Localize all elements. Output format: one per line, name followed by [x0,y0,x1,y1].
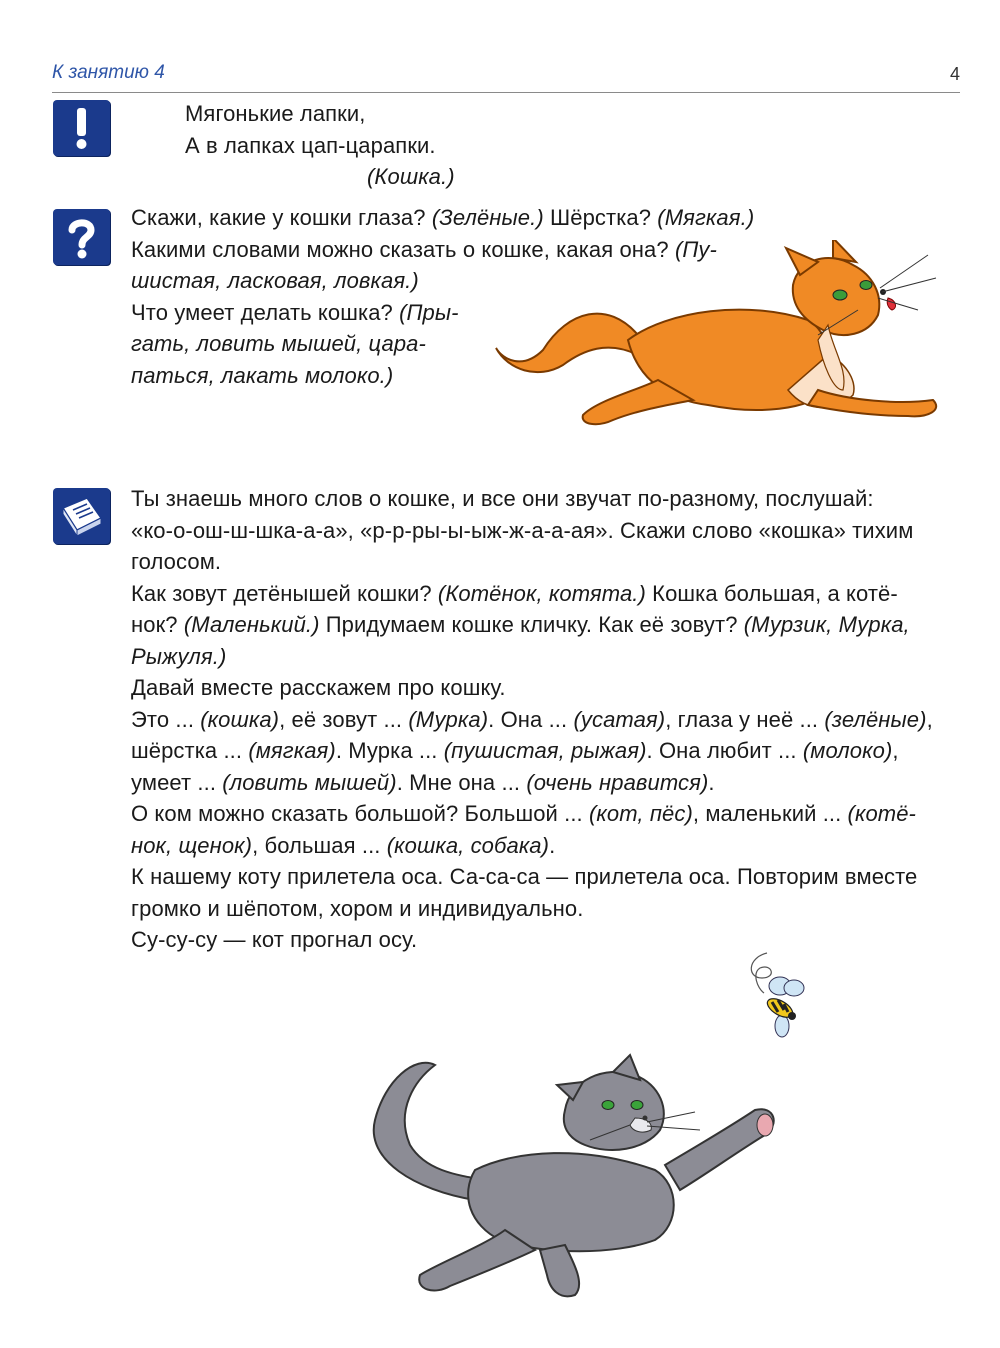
text-line: «ко-о-ош-ш-шка-а-а», «р-р-ры-ы-ыж-ж-а-а-ая». Скажи слово «кошка» тихим [131,517,914,543]
text-line: Какими словами можно сказать о кошке, какая она? (Пу- [131,236,717,262]
text-line: паться, лакать молоко.) [131,362,394,388]
main-text-block [131,483,961,956]
text-line: Су-су-су — кот прогнал осу. [131,927,418,952]
riddle-answer: (Кошка.) [367,164,455,189]
text-line: Рыжуля.) [131,643,227,669]
text-line: Скажи, какие у кошки глаза? (Зелёные.) Шёрстка? (Мягкая.) [131,205,755,230]
text-line: Что умеет делать кошка? (Пры- [131,299,459,325]
page-number: 4 [949,64,960,84]
gray-cat-illustration [335,1050,795,1305]
text-line: шистая, ласковая, ловкая.) [131,268,419,293]
text-line: шёрстка ... (мягкая). Мурка ... (пушистая, рыжая). Она любит ... (молоко), [131,738,899,763]
text-line: Это ... (кошка), её зовут ... (Мурка). Она ... (усатая), глаза у неё ... (зелёные), [131,706,933,732]
text-line: голосом. [131,549,222,574]
lesson-title: К занятию 4 [52,62,165,83]
question-icon [53,209,110,265]
text-line: Давай вместе расскажем про кошку. [131,675,506,700]
text-line: гать, ловить мышей, цара- [131,331,426,356]
text-line: О ком можно сказать большой? Большой ... (кот, пёс), маленький ... (котё- [131,801,916,826]
orange-cat-illustration [488,240,948,440]
text-line: К нашему коту прилетела оса. Са-са-са — прилетела оса. Повторим вместе [131,864,918,889]
riddle-poem [185,98,605,193]
poem-line: А в лапках цап-царапки. [185,132,436,158]
text-line: громко и шёпотом, хором и индивидуально. [131,895,584,921]
exclamation-icon [53,100,110,156]
text-line: умеет ... (ловить мышей). Мне она ... (очень нравится). [131,769,715,795]
text-line: Как зовут детёнышей кошки? (Котёнок, котята.) Кошка большая, а котё- [131,580,898,606]
page-header [52,60,960,93]
book-icon [53,488,110,544]
wasp-illustration [742,948,812,1048]
text-line: нок, щенок), большая ... (кошка, собака). [131,832,556,858]
text-line: Ты знаешь много слов о кошке, и все они звучат по-разному, послушай: [131,486,874,511]
text-line: нок? (Маленький.) Придумаем кошке кличку. Как её зовут? (Мурзик, Мурка, [131,612,910,637]
poem-line: Мягонькие лапки, [185,101,366,126]
